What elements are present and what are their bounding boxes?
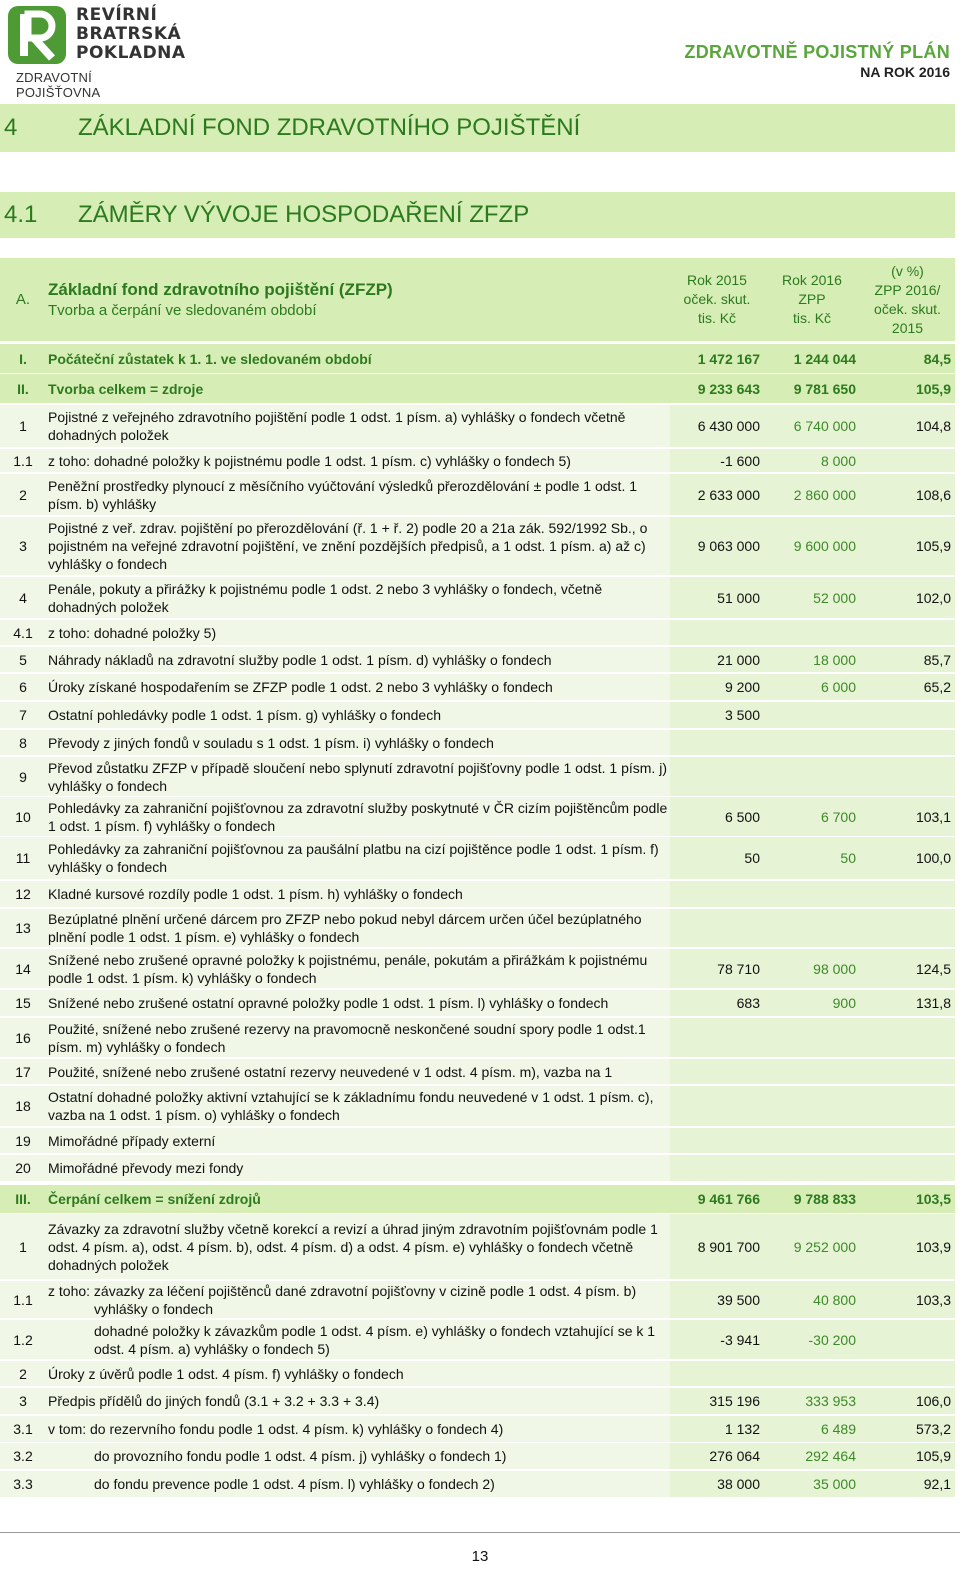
row-code: 15 <box>0 990 46 1017</box>
row-code: III. <box>0 1185 46 1214</box>
table-row <box>0 1320 955 1360</box>
row-label: Převody z jiných fondů v souladu s 1 odst. 1 písm. i) vyhlášky o fondech <box>46 730 670 756</box>
col-header-2015: Rok 2015 oček. skut. tis. Kč <box>670 258 764 342</box>
row-code: 1 <box>0 405 46 448</box>
value-2015 <box>670 620 764 646</box>
value-percent <box>860 909 955 948</box>
value-2015 <box>670 730 764 756</box>
value-percent: 573,2 <box>860 1416 955 1443</box>
row-code: II. <box>0 374 46 404</box>
row-label: Čerpání celkem = snížení zdrojů <box>46 1185 670 1214</box>
value-percent <box>860 702 955 729</box>
section-heading-4-1: 4.1 ZÁMĚRY VÝVOJE HOSPODAŘENÍ ZFZP <box>0 192 955 238</box>
value-2016: 40 800 <box>764 1281 860 1319</box>
row-code: 3.3 <box>0 1471 46 1498</box>
row-code: 5 <box>0 647 46 673</box>
value-percent <box>860 757 955 797</box>
row-code: 3.2 <box>0 1443 46 1470</box>
table-row <box>0 620 955 646</box>
value-2015: 39 500 <box>670 1281 764 1319</box>
value-2016 <box>764 1018 860 1058</box>
value-percent: 105,9 <box>860 374 955 404</box>
row-label: Pohledávky za zahraniční pojišťovnou za zdravotní služby poskytnuté v ČR cizím pojištěncům podle 1 odst. 1 písm. f) vyhlášky o fondech <box>46 797 670 837</box>
value-2016 <box>764 730 860 756</box>
table-row <box>0 1086 955 1127</box>
table-row <box>0 674 955 701</box>
value-2015: 6 500 <box>670 797 764 837</box>
table-row <box>0 577 955 619</box>
table-row <box>0 1185 955 1214</box>
row-code: 1 <box>0 1214 46 1280</box>
table-row <box>0 1128 955 1154</box>
row-code: 18 <box>0 1086 46 1127</box>
row-label: v tom: do rezervního fondu podle 1 odst. 4 písm. k) vyhlášky o fondech 4) <box>46 1416 670 1443</box>
table-row <box>0 881 955 908</box>
value-2015: 315 196 <box>670 1388 764 1415</box>
value-percent: 131,8 <box>860 990 955 1017</box>
value-2015: 9 461 766 <box>670 1185 764 1214</box>
value-2016 <box>764 702 860 729</box>
row-label: Snížené nebo zrušené opravné položky k pojistnému, penále, pokutám a přirážkám k pojistnému podle 1 odst. 1 písm. k) vyhlášky o fondech <box>46 949 670 989</box>
value-2016 <box>764 757 860 797</box>
value-2015: 51 000 <box>670 577 764 619</box>
table-row <box>0 1361 955 1387</box>
value-2015 <box>670 1128 764 1154</box>
value-percent <box>860 730 955 756</box>
value-percent <box>860 1361 955 1387</box>
row-label: Převod zůstatku ZFZP v případě sloučení nebo splynutí zdravotní pojišťovny podle 1 odst. 1 písm. j) vyhlášky o fondech <box>46 757 670 797</box>
value-2016: 6 489 <box>764 1416 860 1443</box>
row-label: Ostatní dohadné položky aktivní vztahující se k základnímu fondu neuvedené v 1 odst. 1 písm. c), vazba na 1 odst. 1 písm. o) vyhlášky o fondech <box>46 1086 670 1127</box>
row-code: 2 <box>0 474 46 516</box>
page-number: 13 <box>471 1548 489 1565</box>
row-code: 9 <box>0 757 46 797</box>
value-percent <box>860 1320 955 1360</box>
row-code: 16 <box>0 1018 46 1058</box>
value-2015 <box>670 757 764 797</box>
row-label: Závazky za zdravotní služby včetně korekcí a revizí a úhrad jiným zdravotním pojišťovnám podle 1 odst. 4 písm. a), odst. 4 písm. b), odst. 4 písm. d) a odst. 4 písm. e) vyhlášky o fondech včetně dohadných položek <box>46 1214 670 1280</box>
value-2016 <box>764 1059 860 1085</box>
row-label: z toho: dohadné položky k pojistnému podle 1 odst. 1 písm. c) vyhlášky o fondech 5) <box>46 449 670 473</box>
value-2015: 78 710 <box>670 949 764 989</box>
table-row <box>0 909 955 948</box>
row-code: 4 <box>0 577 46 619</box>
value-2015 <box>670 881 764 908</box>
row-code: 1.1 <box>0 1281 46 1319</box>
row-label: Úroky získané hospodařením se ZFZP podle 1 odst. 2 nebo 3 vyhlášky o fondech <box>46 674 670 701</box>
row-code: 11 <box>0 837 46 880</box>
table-row <box>0 837 955 880</box>
value-2016: 333 953 <box>764 1388 860 1415</box>
logo-wordmark: REVÍRNÍ BRATRSKÁ POKLADNA <box>76 5 186 63</box>
row-label: Bezúplatné plnění určené dárcem pro ZFZP nebo pokud nebyl dárcem určen účel bezúplatného plnění podle 1 odst. 1 písm. e) vyhlášky o fondech <box>46 909 670 948</box>
value-2015 <box>670 909 764 948</box>
value-2015: 1 132 <box>670 1416 764 1443</box>
row-label: Mimořádné převody mezi fondy <box>46 1155 670 1182</box>
row-code: 7 <box>0 702 46 729</box>
value-2016: 292 464 <box>764 1443 860 1470</box>
value-2016: 9 781 650 <box>764 374 860 404</box>
logo-emblem-icon <box>6 4 68 68</box>
row-code: 1.2 <box>0 1320 46 1360</box>
table-row <box>0 1281 955 1319</box>
row-label: z toho: dohadné položky 5) <box>46 620 670 646</box>
table-row <box>0 757 955 797</box>
row-label: Předpis přídělů do jiných fondů (3.1 + 3.2 + 3.3 + 3.4) <box>46 1388 670 1415</box>
row-label: z toho: závazky za léčení pojištěnců dané zdravotní pojišťovny v cizině podle 1 odst. 4 písm. b) vyhlášky o fondech <box>46 1281 670 1319</box>
rbp-logo <box>6 2 186 100</box>
value-percent: 103,1 <box>860 797 955 837</box>
value-2016: 18 000 <box>764 647 860 673</box>
value-2016 <box>764 1155 860 1182</box>
value-2016: 2 860 000 <box>764 474 860 516</box>
row-label: Pojistné z veř. zdrav. pojištění po přerozdělování (ř. 1 + ř. 2) podle 20 a 21a zák. 592/1992 Sb., o pojistném na veřejné zdravotní pojištění, ve znění pozdějších předpisů, a 1 odst. 1 písm. a) až c) vyhlášky o fondech <box>46 517 670 576</box>
row-code: 8 <box>0 730 46 756</box>
value-percent: 103,5 <box>860 1185 955 1214</box>
value-2016 <box>764 620 860 646</box>
value-percent <box>860 1155 955 1182</box>
table-row <box>0 797 955 837</box>
value-2015 <box>670 1059 764 1085</box>
value-percent: 85,7 <box>860 647 955 673</box>
table-row <box>0 1416 955 1443</box>
value-percent: 105,9 <box>860 517 955 576</box>
value-2015 <box>670 1018 764 1058</box>
value-2015: -1 600 <box>670 449 764 473</box>
table-row <box>0 1018 955 1058</box>
value-2016: 52 000 <box>764 577 860 619</box>
value-percent: 103,9 <box>860 1214 955 1280</box>
row-label: Pohledávky za zahraniční pojišťovnou za paušální platbu na cizí pojištěnce podle 1 odst. 1 písm. f) vyhlášky o fondech <box>46 837 670 880</box>
row-label: Tvorba celkem = zdroje <box>46 374 670 404</box>
value-2016 <box>764 881 860 908</box>
value-2015: 1 472 167 <box>670 344 764 374</box>
table-row <box>0 517 955 576</box>
value-2016: -30 200 <box>764 1320 860 1360</box>
value-2016: 9 788 833 <box>764 1185 860 1214</box>
table-row <box>0 647 955 673</box>
row-code: 17 <box>0 1059 46 1085</box>
value-percent: 102,0 <box>860 577 955 619</box>
table-row <box>0 1155 955 1182</box>
row-code: 12 <box>0 881 46 908</box>
value-2015: -3 941 <box>670 1320 764 1360</box>
value-2016: 1 244 044 <box>764 344 860 374</box>
row-code: 4.1 <box>0 620 46 646</box>
value-2016: 900 <box>764 990 860 1017</box>
row-label: Použité, snížené nebo zrušené ostatní rezervy neuvedené v 1 odst. 4 písm. m), vazba na 1 <box>46 1059 670 1085</box>
value-2016: 98 000 <box>764 949 860 989</box>
plan-title: ZDRAVOTNĚ POJISTNÝ PLÁN <box>684 42 950 62</box>
row-code: 2 <box>0 1361 46 1387</box>
value-2015: 683 <box>670 990 764 1017</box>
row-code: 13 <box>0 909 46 948</box>
row-code: 20 <box>0 1155 46 1182</box>
row-label: Kladné kursové rozdíly podle 1 odst. 1 písm. h) vyhlášky o fondech <box>46 881 670 908</box>
value-2015: 9 200 <box>670 674 764 701</box>
value-percent <box>860 1086 955 1127</box>
value-2016 <box>764 1086 860 1127</box>
row-label: Úroky z úvěrů podle 1 odst. 4 písm. f) vyhlášky o fondech <box>46 1361 670 1387</box>
value-percent <box>860 449 955 473</box>
table-title: Základní fond zdravotního pojištění (ZFZP) <box>48 279 393 299</box>
value-2015: 9 063 000 <box>670 517 764 576</box>
value-percent: 103,3 <box>860 1281 955 1319</box>
value-2016: 6 700 <box>764 797 860 837</box>
table-row <box>0 1388 955 1415</box>
table-row <box>0 730 955 756</box>
value-percent <box>860 1018 955 1058</box>
value-percent: 65,2 <box>860 674 955 701</box>
value-2016: 8 000 <box>764 449 860 473</box>
value-percent: 84,5 <box>860 344 955 374</box>
row-label: Použité, snížené nebo zrušené rezervy na pravomocně neskončené soudní spory podle 1 odst.1 písm. m) vyhlášky o fondech <box>46 1018 670 1058</box>
value-2016: 50 <box>764 837 860 880</box>
table-row <box>0 702 955 729</box>
value-2016: 9 600 000 <box>764 517 860 576</box>
row-code: 6 <box>0 674 46 701</box>
col-header-percent: (v %) ZPP 2016/ oček. skut. 2015 <box>860 258 955 342</box>
section-heading-4: 4 ZÁKLADNÍ FOND ZDRAVOTNÍHO POJIŠTĚNÍ <box>0 104 955 152</box>
value-2015: 9 233 643 <box>670 374 764 404</box>
table-header: A. Základní fond zdravotního pojištění (ZFZP) Tvorba a čerpání ve sledovaném období Rok 2015 oček. skut. tis. Kč Rok 2016 ZPP tis. Kč (v %) ZPP 2016/ oček. skut. 2015 <box>0 258 955 342</box>
value-2016: 6 740 000 <box>764 405 860 448</box>
row-label: Peněžní prostředky plynoucí z měsíčního vyúčtování výsledků přerozdělování ± podle 1 odst. 1 písm. b) vyhlášky <box>46 474 670 516</box>
row-label: Mimořádné případy externí <box>46 1128 670 1154</box>
row-code: 1.1 <box>0 449 46 473</box>
value-2016: 6 000 <box>764 674 860 701</box>
value-percent: 105,9 <box>860 1443 955 1470</box>
value-percent: 108,6 <box>860 474 955 516</box>
value-2015 <box>670 1086 764 1127</box>
row-label: Snížené nebo zrušené ostatní opravné položky podle 1 odst. 1 písm. l) vyhlášky o fondech <box>46 990 670 1017</box>
row-code: 3.1 <box>0 1416 46 1443</box>
value-2015: 21 000 <box>670 647 764 673</box>
table-row <box>0 1214 955 1280</box>
table-row <box>0 1059 955 1085</box>
row-label: Ostatní pohledávky podle 1 odst. 1 písm. g) vyhlášky o fondech <box>46 702 670 729</box>
table-row <box>0 374 955 404</box>
plan-year: NA ROK 2016 <box>860 64 950 80</box>
table-row <box>0 1443 955 1470</box>
row-code: 19 <box>0 1128 46 1154</box>
table-row <box>0 449 955 473</box>
value-2015 <box>670 1361 764 1387</box>
row-label: do provozního fondu podle 1 odst. 4 písm. j) vyhlášky o fondech 1) <box>46 1443 670 1470</box>
row-code: I. <box>0 344 46 374</box>
row-code: 3 <box>0 517 46 576</box>
value-percent: 106,0 <box>860 1388 955 1415</box>
value-2015 <box>670 1155 764 1182</box>
value-percent: 124,5 <box>860 949 955 989</box>
value-2016: 9 252 000 <box>764 1214 860 1280</box>
value-percent: 92,1 <box>860 1471 955 1498</box>
value-percent <box>860 1059 955 1085</box>
footer-divider <box>0 1532 960 1533</box>
row-label: Počáteční zůstatek k 1. 1. ve sledovaném období <box>46 344 670 374</box>
value-percent: 104,8 <box>860 405 955 448</box>
row-label: Náhrady nákladů na zdravotní služby podle 1 odst. 1 písm. d) vyhlášky o fondech <box>46 647 670 673</box>
row-label: Penále, pokuty a přirážky k pojistnému podle 1 odst. 2 nebo 3 vyhlášky o fondech, včetně dohadných položek <box>46 577 670 619</box>
table-subtitle: Tvorba a čerpání ve sledovaném období <box>48 301 317 319</box>
table-row <box>0 474 955 516</box>
value-2015: 6 430 000 <box>670 405 764 448</box>
value-2015: 8 901 700 <box>670 1214 764 1280</box>
value-percent <box>860 881 955 908</box>
value-2015: 50 <box>670 837 764 880</box>
col-header-2016: Rok 2016 ZPP tis. Kč <box>764 258 860 342</box>
row-code: 10 <box>0 797 46 837</box>
value-2015: 276 064 <box>670 1443 764 1470</box>
value-percent: 100,0 <box>860 837 955 880</box>
value-2016 <box>764 1128 860 1154</box>
table-row <box>0 949 955 989</box>
value-2015: 38 000 <box>670 1471 764 1498</box>
value-2015: 3 500 <box>670 702 764 729</box>
row-label: Pojistné z veřejného zdravotního pojištění podle 1 odst. 1 písm. a) vyhlášky o fondech včetně dohadných položek <box>46 405 670 448</box>
value-2016 <box>764 909 860 948</box>
value-percent <box>860 620 955 646</box>
value-percent <box>860 1128 955 1154</box>
value-2015: 2 633 000 <box>670 474 764 516</box>
row-code: 3 <box>0 1388 46 1415</box>
row-label: do fondu prevence podle 1 odst. 4 písm. l) vyhlášky o fondech 2) <box>46 1471 670 1498</box>
row-code: 14 <box>0 949 46 989</box>
logo-subtitle: ZDRAVOTNÍ POJIŠŤOVNA <box>16 70 101 100</box>
table-row <box>0 1471 955 1498</box>
value-2016 <box>764 1361 860 1387</box>
value-2016: 35 000 <box>764 1471 860 1498</box>
table-row <box>0 990 955 1017</box>
table-row <box>0 344 955 374</box>
table-row <box>0 405 955 448</box>
row-label: dohadné položky k závazkům podle 1 odst. 4 písm. e) vyhlášky o fondech vztahující se k 1 odst. 4 písm. a) vyhlášky o fondech 5) <box>46 1320 670 1360</box>
